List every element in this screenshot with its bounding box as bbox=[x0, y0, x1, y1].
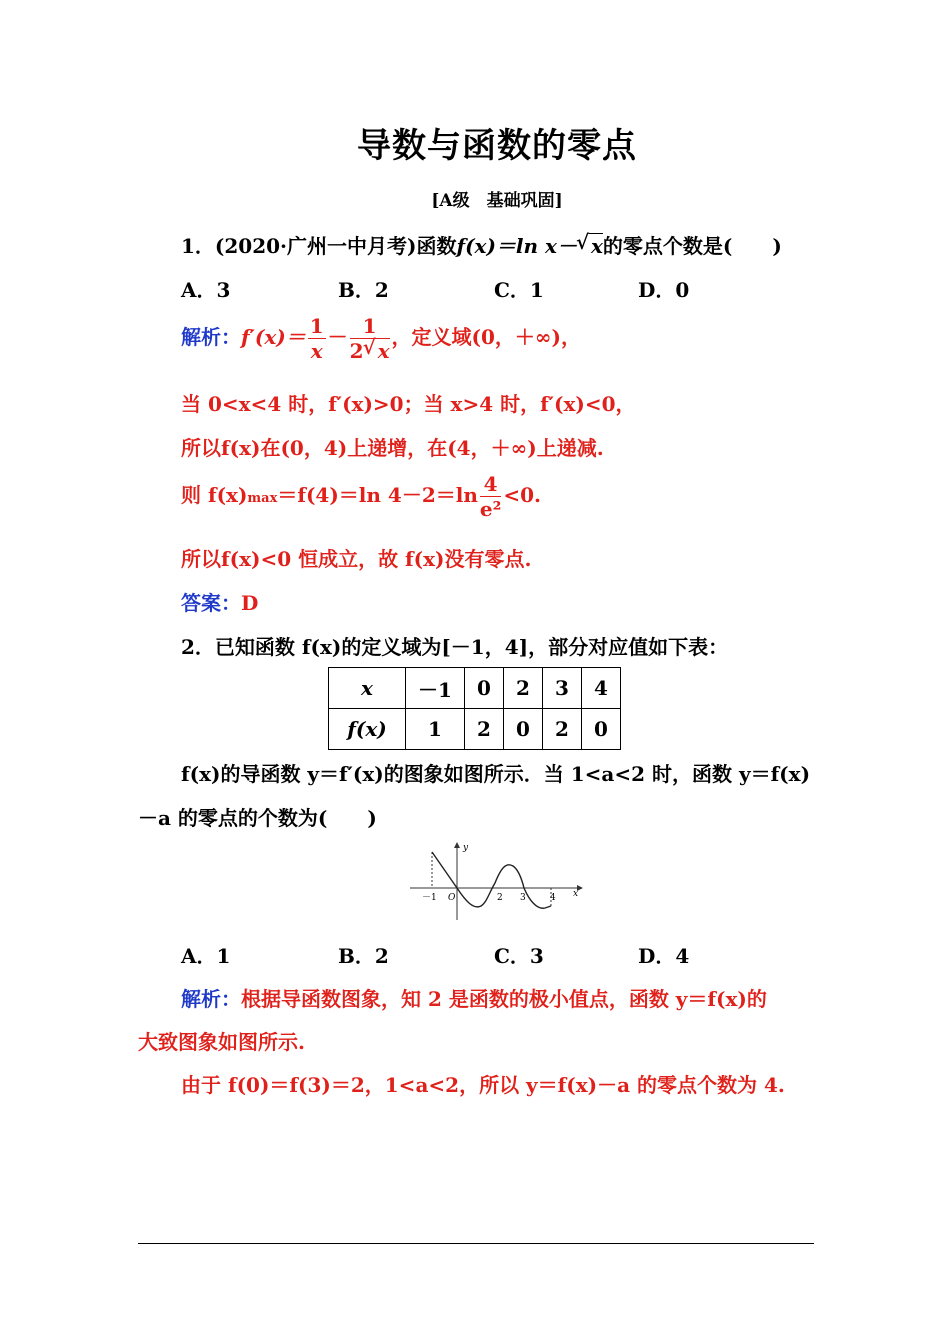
q2-option-a[interactable]: A．1 bbox=[181, 944, 231, 968]
q1-number: 1． bbox=[181, 234, 215, 258]
tick-label: －1 bbox=[422, 893, 437, 903]
q1-option-d[interactable]: D．0 bbox=[638, 278, 690, 302]
q1-frac2-num: 1 bbox=[350, 314, 390, 339]
q2-stem-line-2: －a 的零点的个数为( ) bbox=[138, 806, 377, 830]
q1-frac1-num: 1 bbox=[309, 314, 324, 338]
q2-analysis-line-3: 由于 f(0)＝f(3)＝2，1<a<2，所以 y＝f(x)－a 的零点个数为 4. bbox=[181, 1073, 785, 1097]
table-cell: 2 bbox=[504, 668, 543, 709]
y-axis-label: y bbox=[463, 843, 469, 853]
q1-analysis-line-3: 所以f(x)在(0，4)上递增，在(4，＋∞)上递减. bbox=[181, 436, 604, 460]
q1-frac3-num: 4 bbox=[480, 472, 501, 497]
q1-fmax-eq: ＝f(4)＝ln 4－2＝ln bbox=[277, 483, 478, 507]
q1-option-c[interactable]: C．1 bbox=[494, 278, 544, 302]
table-cell: 3 bbox=[543, 668, 582, 709]
table-row bbox=[329, 709, 621, 750]
q1-answer-value: D bbox=[241, 591, 259, 615]
table-cell: 2 bbox=[543, 709, 582, 750]
q1-stem-a: 函数 bbox=[416, 234, 457, 258]
q2-option-d[interactable]: D．4 bbox=[638, 944, 690, 968]
section-heading: [A级 基础巩固] bbox=[431, 191, 563, 211]
tick-label: 2 bbox=[497, 893, 503, 903]
q1-option-b[interactable]: B．2 bbox=[338, 278, 389, 302]
q1-answer-label: 答案： bbox=[181, 591, 241, 615]
table-cell: 1 bbox=[406, 709, 465, 750]
tick-label: 3 bbox=[520, 893, 526, 903]
q1-analysis-line-2: 当 0<x<4 时，f′(x)>0；当 x>4 时，f′(x)<0， bbox=[181, 392, 636, 416]
q1-answer bbox=[181, 587, 258, 616]
table-cell: 0 bbox=[465, 668, 504, 709]
q1-frac1-den: x bbox=[310, 339, 323, 363]
tick-label: 4 bbox=[550, 893, 556, 903]
q2-stem bbox=[181, 631, 728, 660]
table-cell: x bbox=[329, 668, 406, 709]
q1-fmax-sub: max bbox=[247, 491, 278, 506]
q2-analysis-line-2: 大致图象如图所示. bbox=[138, 1030, 305, 1054]
table-row bbox=[329, 668, 621, 709]
q1-source: (2020·广州一中月考) bbox=[214, 234, 417, 258]
q2-stem-line-1: f(x)的导函数 y＝f′(x)的图象如图所示．当 1<a<2 时，函数 y＝f(x) bbox=[181, 762, 811, 786]
q1-analysis-line-4 bbox=[181, 472, 541, 521]
q2-analysis-label: 解析： bbox=[181, 987, 241, 1011]
q1-fraction-1 bbox=[308, 314, 326, 363]
q1-stem-b: 的零点个数是( ) bbox=[602, 234, 782, 258]
table-cell: 2 bbox=[465, 709, 504, 750]
q1-stem bbox=[181, 230, 782, 259]
q1-sqrt: √ x bbox=[589, 233, 603, 258]
q1-analysis-line-1 bbox=[181, 314, 581, 363]
q1-option-a[interactable]: A．3 bbox=[181, 278, 231, 302]
q1-fmax: 则 f(x) bbox=[181, 483, 248, 507]
q2-number: 2． bbox=[181, 635, 215, 659]
q1-fmax-tail: <0. bbox=[503, 483, 542, 507]
q1-analysis-label: 解析： bbox=[181, 325, 241, 349]
q2-stem-text: 已知函数 f(x)的定义域为[－1，4]，部分对应值如下表： bbox=[214, 635, 729, 659]
q1-function: f(x)＝ln x－ bbox=[456, 234, 577, 258]
q1-minus: － bbox=[327, 325, 348, 349]
q1-frac3-den: e² bbox=[479, 497, 502, 521]
derivative-graph bbox=[405, 838, 590, 923]
y-axis-arrow bbox=[454, 842, 460, 848]
page-title: 导数与函数的零点 bbox=[357, 126, 637, 166]
value-table bbox=[328, 667, 621, 750]
q1-analysis-line-5: 所以f(x)<0 恒成立，故 f(x)没有零点. bbox=[181, 547, 532, 571]
table-cell: f(x) bbox=[329, 709, 406, 750]
q1-fraction-3 bbox=[480, 472, 501, 521]
q2-option-c[interactable]: C．3 bbox=[494, 944, 544, 968]
table-cell: 0 bbox=[504, 709, 543, 750]
q2-analysis-line-1 bbox=[181, 983, 767, 1012]
q2-option-b[interactable]: B．2 bbox=[338, 944, 389, 968]
q2-analysis-text: 根据导函数图象，知 2 是函数的极小值点，函数 y＝f(x)的 bbox=[241, 987, 767, 1011]
origin-label: O bbox=[448, 893, 456, 903]
q1-domain: ，定义域(0，＋∞)， bbox=[391, 325, 582, 349]
footer-rule bbox=[138, 1243, 814, 1244]
q1-frac2-den-sqrt: √ x bbox=[376, 338, 390, 363]
table-cell: －1 bbox=[406, 668, 465, 709]
table-cell: 4 bbox=[582, 668, 621, 709]
q1-frac2-den-coef: 2 bbox=[349, 339, 364, 363]
q1-frac2-den bbox=[350, 339, 390, 363]
table-cell: 0 bbox=[582, 709, 621, 750]
q1-derivative: f′(x)＝ bbox=[241, 325, 306, 349]
x-axis-label: x bbox=[573, 889, 579, 899]
q1-fraction-2 bbox=[350, 314, 390, 363]
